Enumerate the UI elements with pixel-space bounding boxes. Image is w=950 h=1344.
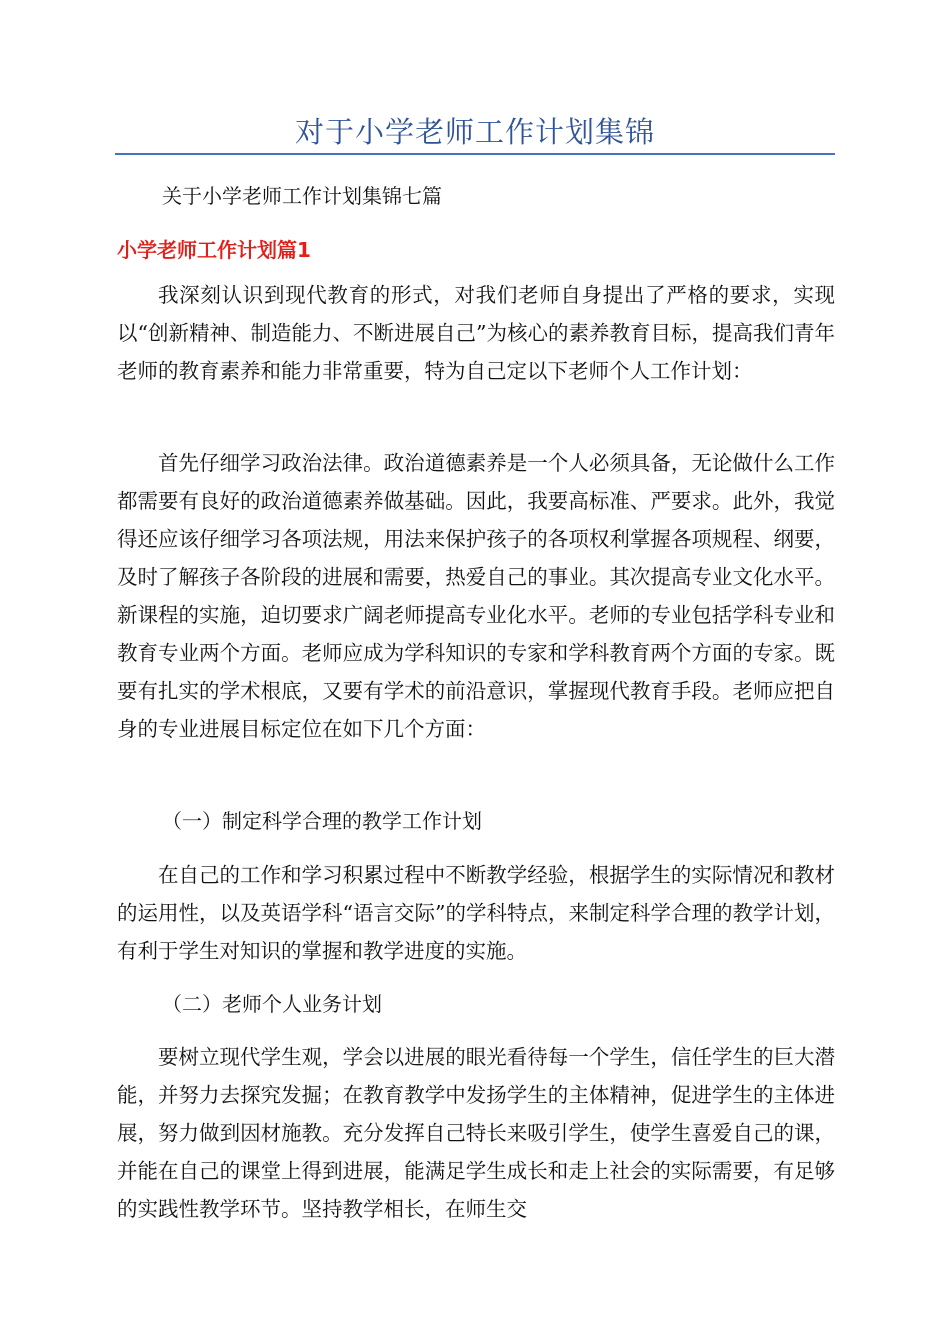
title-underline (115, 153, 835, 155)
document-subtitle: 关于小学老师工作计划集锦七篇 (162, 184, 442, 208)
paragraph-1: 我深刻认识到现代教育的形式，对我们老师自身提出了严格的要求，实现以“创新精神、制造能力、不断进展自己”为核心的素养教育目标，提高我们青年老师的教育素养和能力非常重要，特为自己定以下老师个人工作计划： (117, 283, 835, 383)
paragraph-3: 在自己的工作和学习积累过程中不断教学经验，根据学生的实际情况和教材的运用性，以及英语学科“语言交际”的学科特点，来制定科学合理的教学计划，有利于学生对知识的掌握和教学进度的实施。 (117, 863, 835, 963)
paragraph-4: 要树立现代学生观，学会以进展的眼光看待每一个学生，信任学生的巨大潜能，并努力去探究发掘；在教育教学中发扬学生的主体精神，促进学生的主体进展，努力做到因材施教。充分发挥自己特长来吸引学生，使学生喜爱自己的课，并能在自己的课堂上得到进展，能满足学生成长和走上社会的实际需要，有足够的实践性教学环节。坚持教学相长，在师生交 (117, 1045, 835, 1221)
section-heading: 小学老师工作计划篇1 (117, 238, 311, 262)
paragraph-2: 首先仔细学习政治法律。政治道德素养是一个人必须具备，无论做什么工作都需要有良好的政治道德素养做基础。因此，我要高标准、严要求。此外，我觉得还应该仔细学习各项法规，用法来保护孩子的各项权利掌握各项规程、纲要，及时了解孩子各阶段的进展和需要，热爱自己的事业。其次提高专业文化水平。新课程的实施，迫切要求广阔老师提高专业化水平。老师的专业包括学科专业和教育专业两个方面。老师应成为学科知识的专家和学科教育两个方面的专家。既要有扎实的学术根底，又要有学术的前沿意识，掌握现代教育手段。老师应把自身的专业进展目标定位在如下几个方面： (117, 451, 835, 741)
subsection-heading-1: （一）制定科学合理的教学工作计划 (162, 809, 482, 833)
subsection-heading-2: （二）老师个人业务计划 (162, 992, 382, 1016)
document-title: 对于小学老师工作计划集锦 (294, 115, 655, 149)
